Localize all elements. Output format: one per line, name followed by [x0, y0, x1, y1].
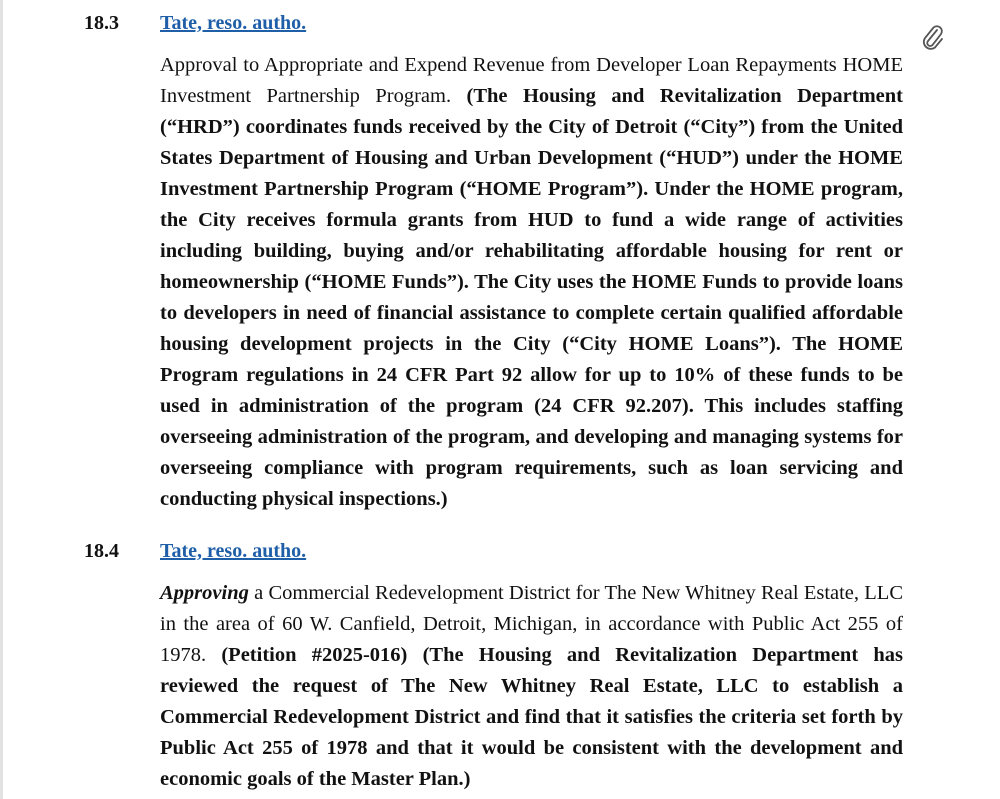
sponsor-link[interactable]: Tate, reso. autho.	[160, 12, 307, 34]
item-number: 18.4	[84, 540, 119, 562]
item-description	[160, 578, 903, 795]
item-number: 18.3	[84, 12, 119, 34]
page-left-border	[0, 0, 3, 799]
description-text: a Commercial Redevelopment District for The New Whitney Real Estate, LLC in the area of 60 W. Canfield, Detroit, Michigan, in accordance with Public Act 255 of 1978.	[160, 582, 903, 666]
description-bold-text: (The Housing and Revitalization Department (“HRD”) coordinates funds received by the City of Detroit (“City”) from the United States Department of Housing and Urban Development (“HUD”) under the HOME Investment Partnership Program (“HOME Program”). Under the HOME program, the City receives formula grants from HUD to fund a wide range of activities including building, buying and/or rehabilitating affordable housing for rent or homeownership (“HOME Funds”). The City uses the HOME Funds to provide loans to developers in need of financial assistance to complete certain qualified affordable housing development projects in the City (“City HOME Loans”). The HOME Program regulations in 24 CFR Part 92 allow for up to 10% of these funds to be used in administration of the program (24 CFR 92.207). This includes staffing overseeing administration of the program, and developing and managing systems for overseeing compliance with program requirements, such as loan servicing and conducting physical inspections.)	[160, 85, 904, 510]
sponsor-link[interactable]: Tate, reso. autho.	[160, 540, 307, 562]
description-text: Approval to Appropriate and Expend Revenue from Developer Loan Repayments HOME Investment Partnership Program.	[160, 54, 903, 107]
item-description	[160, 50, 903, 515]
description-bold-text: (Petition #2025-016) (The Housing and Revitalization Department has reviewed the request of The New Whitney Real Estate, LLC to establish a Commercial Redevelopment District and find that it satisfies the criteria set forth by Public Act 255 of 1978 and that it would be consistent with the development and economic goals of the Master Plan.)	[160, 644, 903, 790]
paperclip-icon[interactable]	[921, 24, 945, 50]
description-lead: Approving	[160, 582, 249, 604]
